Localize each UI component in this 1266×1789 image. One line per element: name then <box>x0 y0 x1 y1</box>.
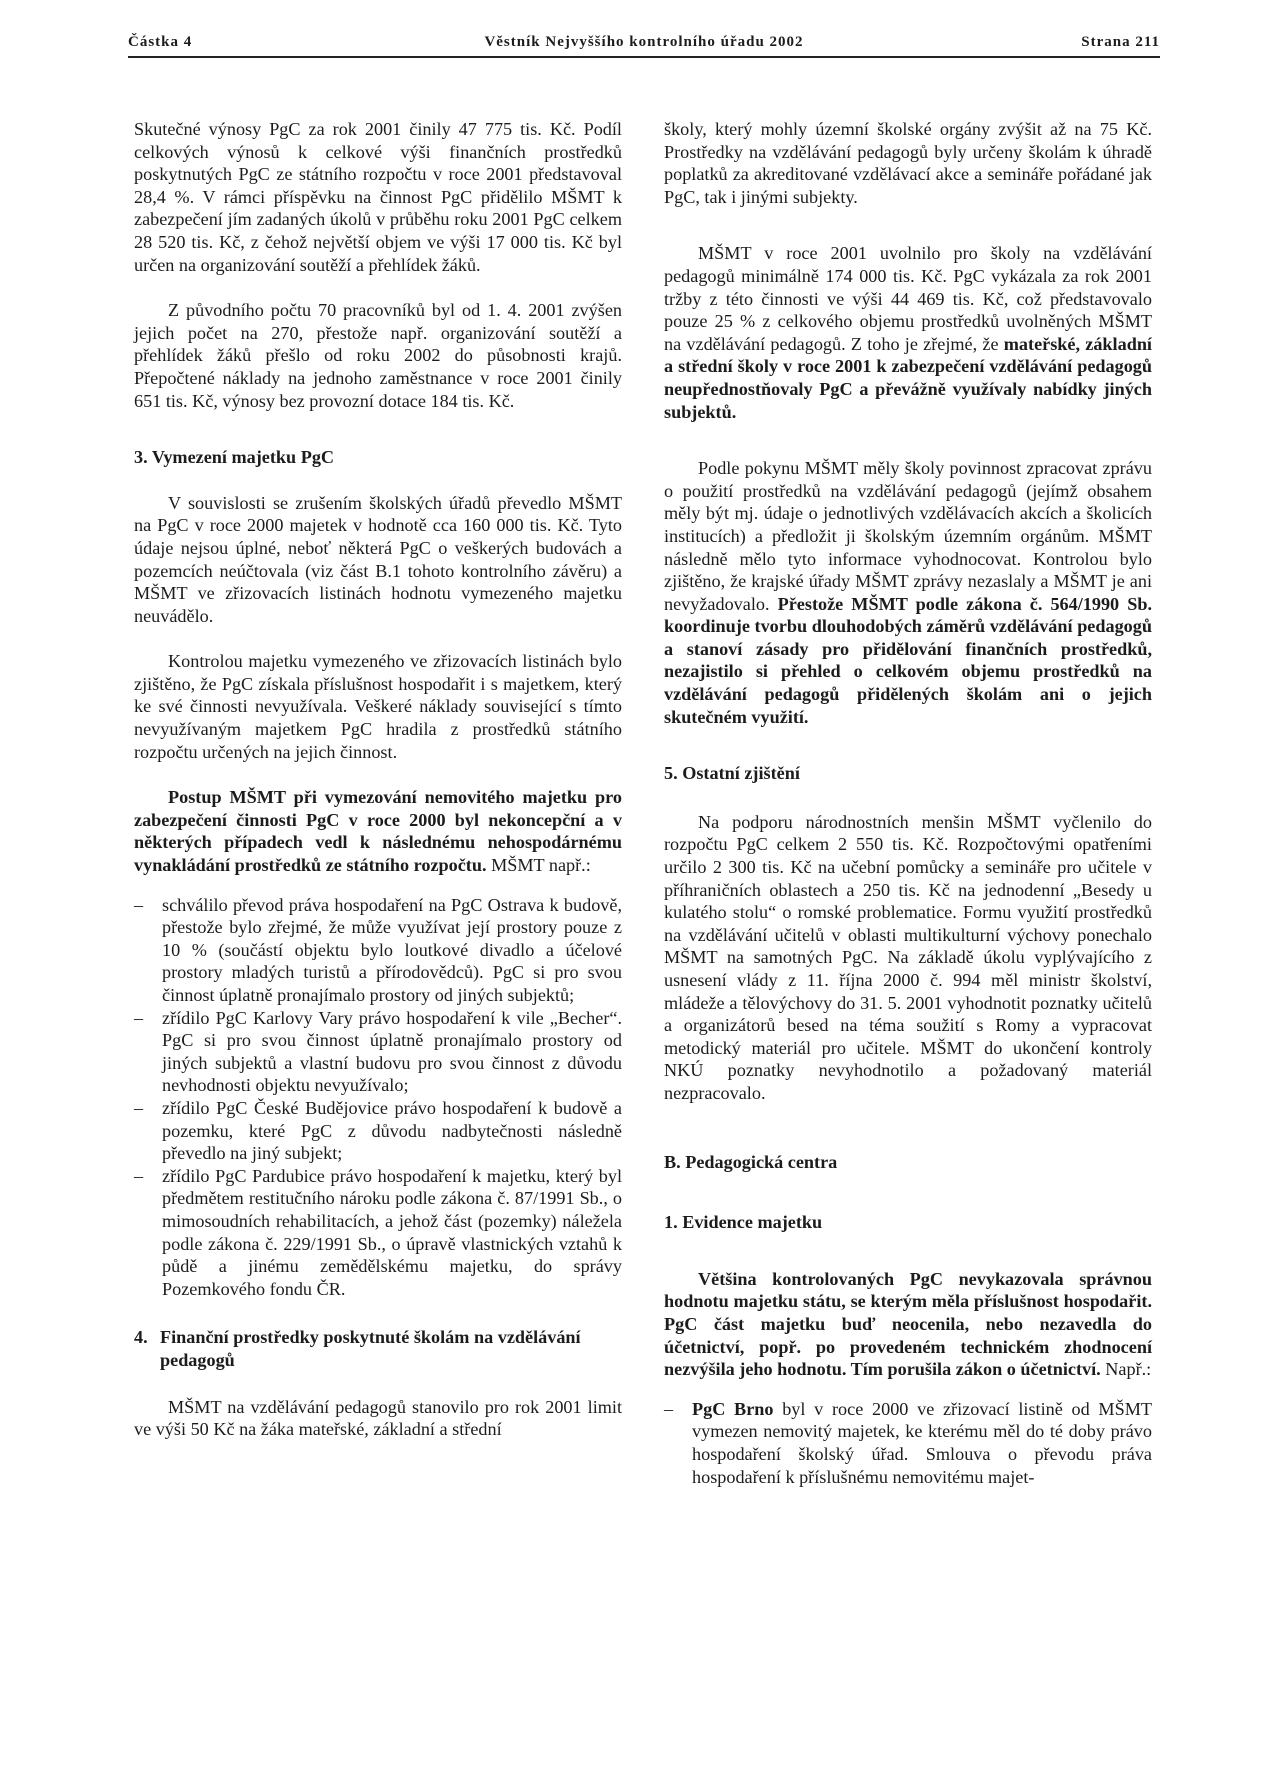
list-item: – schválilo převod práva hospodaření na PgC Ostrava k budově, přestože bylo zřejmé, že může využívat její prostory pouze z 10 % (součástí objektu bylo loutkové divadlo a účelové prostory mladých turistů a přírodovědců). PgC si pro svou činnost úplatně pronajímalo prostory od jiných subjektů; <box>134 894 622 1007</box>
entity-name: PgC Brno <box>692 1398 774 1419</box>
paragraph: školy, který mohly územní školské orgány zvýšit až na 75 Kč. Prostředky na vzdělávání pedagogů byly určeny školám k úhradě poplatků za akreditované vzdělávací akce a semináře pořádané jak PgC, tak i jinými subjekty. <box>664 119 1152 207</box>
section-number: 4. <box>134 1327 148 1348</box>
section-title: Finanční prostředky poskytnuté školám na vzdělávání pedagogů <box>160 1327 581 1370</box>
page-header <box>128 30 1160 58</box>
paragraph: Skutečné výnosy PgC za rok 2001 činily 47 775 tis. Kč. Podíl celkových výnosů k celkové výši finančních prostředků poskytnutých PgC ze státního rozpočtu v roce 2001 představoval 28,4 %. V rámci příspěvku na činnost PgC přidělilo MŠMT k zabezpečení jím zadaných úkolů v průběhu roku 2001 PgC celkem 28 520 tis. Kč, z čehož největší objem ve výši 17 000 tis. Kč byl určen na organizování soutěží a přehlídek žáků. <box>134 119 622 275</box>
paragraph <box>664 242 1152 423</box>
list-item <box>664 1398 1152 1488</box>
paragraph-text: Podle pokynu MŠMT měly školy povinnost zpracovat zprávu o použití prostředků na vzdělávání pedagogů (jejímž obsahem měly být mj. údaje o jednotlivých vzdělávacích akcích a školicích institucích) a předložit ji školským územním orgánům. MŠMT následně mělo tyto informace vyhodnocovat. Kontrolou bylo zjištěno, že krajské úřady MŠMT zprávy nezaslaly a MŠMT je ani nevyžadovalo. <box>664 458 1152 614</box>
section-heading: B. Pedagogická centra <box>664 1151 838 1172</box>
header-part: Částka 4 <box>128 34 193 50</box>
bold-finding: Většina kontrolovaných PgC nevykazovala správnou hodnotu majetku státu, se kterým měla příslušnost hospodařit. PgC část majetku buď neocenila, nebo nezavedla do účetnictví, popř. po provedeném technickém zhodnocení nezvýšila jeho hodnotu. Tím porušila zákon o účetnictví. <box>664 1268 1152 1380</box>
header-page-number: Strana 211 <box>1081 34 1160 50</box>
list-item: – zřídilo PgC Pardubice právo hospodaření k majetku, který byl předmětem restitučního nároku podle zákona č. 87/1991 Sb., o mimosoudních rehabilitacích, a jehož část (pozemky) náležela podle zákona č. 229/1991 Sb., o úpravě vlastnických vztahů k půdě a jinému zemědělskému majetku, do správy Pozemkového fondu ČR. <box>134 1165 622 1301</box>
paragraph <box>664 457 1152 728</box>
bold-finding: mateřské, základní a střední školy v roce 2001 k zabezpečení vzdělávání pedagogů neupřednostňovaly PgC a převážně využívaly nabídky jiných subjektů. <box>664 333 1152 422</box>
finding-list <box>664 1398 1152 1488</box>
section-heading: 1. Evidence majetku <box>664 1212 823 1233</box>
right-column <box>664 118 1152 1514</box>
paragraph: Z původního počtu 70 pracovníků byl od 1. 4. 2001 zvýšen jejich počet na 270, přestože např. organizování soutěží a přehlídek žáků přešlo od roku 2002 do působnosti krajů. Přepočtené náklady na jednoho zaměstnance v roce 2001 činily 651 tis. Kč, výnosy bez provozní dotace 184 tis. Kč. <box>134 300 622 411</box>
finding-list <box>134 894 622 1301</box>
list-item: – zřídilo PgC Karlovy Vary právo hospodaření k vile „Becher“. PgC si pro svou činnost úplatně pronajímalo prostory od jiných subjektů a vlastní budovu pro svou činnost z důvodu nevhodnosti objektu nevyužívalo; <box>134 1007 622 1097</box>
paragraph-text: MŠMT v roce 2001 uvolnilo pro školy na vzdělávání pedagogů minimálně 174 000 tis. Kč. PgC vykázala za rok 2001 tržby z této činnosti ve výši 44 469 tis. Kč, což představovalo pouze 25 % z celkového objemu prostředků uvolněných MŠMT na vzdělávání pedagogů. Z toho je zřejmé, že <box>664 243 1152 354</box>
paragraph: Na podporu národnostních menšin MŠMT vyčlenilo do rozpočtu PgC celkem 2 550 tis. Kč. Rozpočtovými opatřeními určilo 2 300 tis. Kč na učební pomůcky a semináře pro učitele v příhraničních oblastech a 250 tis. Kč na jednodenní „Besedy u kulatého stolu“ o romské problematice. Formu využití prostředků na vzdělávání učitelů v oblasti multikulturní výchovy ponechalo MŠMT na samotných PgC. Na základě úkolu vyplývajícího z usnesení vlády z 11. října 2000 č. 994 měl ministr školství, mládeže a tělovýchovy do 31. 5. 2001 vyhodnotit poznatky učitelů a organizátorů besed na téma soužití s Romy a vypracovat metodický materiál pro učitele. MŠMT do ukončení kontroly NKÚ poznatky nevyhodnotilo a požadovaný materiál nezpracovalo. <box>664 811 1152 1103</box>
bold-finding: Přestože MŠMT podle zákona č. 564/1990 Sb. koordinuje tvorbu dlouhodobých záměrů vzdělávání pedagogů a stanoví zásady pro přidělování finančních prostředků, nezajistilo si přehled o celkovém objemu prostředků na vzdělávání pedagogů přidělených školám ani o jejich skutečném využití. <box>664 593 1152 727</box>
paragraph: V souvislosti se zrušením školských úřadů převedlo MŠMT na PgC v roce 2000 majetek v hodnotě cca 160 000 tis. Kč. Tyto údaje nejsou úplné, neboť některá PgC o veškerých budovách a pozemcích neúčtovala (viz část B.1 tohoto kontrolního závěru) a MŠMT ve zřizovacích listinách hodnotu vymezeného majetku neuvádělo. <box>134 492 622 626</box>
section-heading: 5. Ostatní zjištění <box>664 763 800 784</box>
section-heading <box>134 1326 622 1371</box>
paragraph <box>134 786 622 876</box>
paragraph: Kontrolou majetku vymezeného ve zřizovacích listinách bylo zjištěno, že PgC získala příslušnost hospodařit i s majetkem, který ke své činnosti nevyužívala. Veškeré náklady související s tímto nevyužívaným majetkem PgC hradila z prostředků státního rozpočtu určených na jejich činnost. <box>134 651 622 762</box>
bold-finding: Postup MŠMT při vymezování nemovitého majetku pro zabezpečení činnosti PgC v roce 2000 byl nekoncepční a v některých případech vedl k následnému nehospodárnému vynakládání prostředků ze státního rozpočtu. <box>134 787 622 876</box>
header-title: Věstník Nejvyššího kontrolního úřadu 2002 <box>484 34 804 50</box>
list-item: – zřídilo PgC České Budějovice právo hospodaření k budově a pozemku, které PgC z důvodu nadbytečnosti následně převedlo na jiný subjekt; <box>134 1097 622 1165</box>
paragraph-tail: Např.: <box>1100 1359 1152 1380</box>
section-heading: 3. Vymezení majetku PgC <box>134 447 335 468</box>
list-item-text: byl v roce 2000 ve zřizovací listině od MŠMT vymezen nemovitý majetek, ke kterému měl do té doby právo hospodaření školský úřad. Smlouva o převodu práva hospodaření k příslušnému nemovitému majet- <box>692 1398 1153 1487</box>
paragraph: MŠMT na vzdělávání pedagogů stanovilo pro rok 2001 limit ve výši 50 Kč na žáka mateřské, základní a střední <box>134 1396 622 1440</box>
paragraph-tail: MŠMT např.: <box>486 855 591 876</box>
paragraph <box>664 1268 1152 1381</box>
left-column <box>134 118 622 1464</box>
